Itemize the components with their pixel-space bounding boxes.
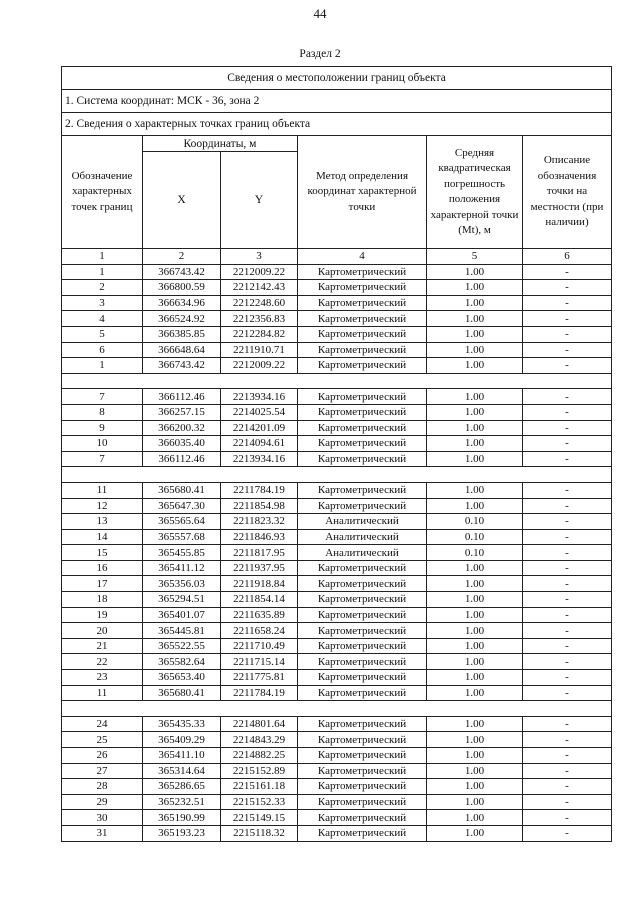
group-separator-cell xyxy=(62,701,612,717)
error-cell: 1.00 xyxy=(427,623,523,639)
table-row xyxy=(62,810,612,826)
point-id-cell: 21 xyxy=(62,638,143,654)
point-id-cell: 14 xyxy=(62,529,143,545)
x-coord-cell: 366743.42 xyxy=(143,358,221,374)
y-coord-cell: 2211635.89 xyxy=(221,607,298,623)
x-coord-cell: 366634.96 xyxy=(143,295,221,311)
method-cell: Картометрический xyxy=(298,794,427,810)
method-cell: Картометрический xyxy=(298,560,427,576)
error-cell: 1.00 xyxy=(427,576,523,592)
group-separator-row xyxy=(62,467,612,483)
y-coord-cell: 2214094.61 xyxy=(221,436,298,452)
error-cell: 0.10 xyxy=(427,514,523,530)
description-cell: - xyxy=(523,607,612,623)
x-coord-cell: 365680.41 xyxy=(143,482,221,498)
header-point: Обозначение характерных точек границ xyxy=(62,136,143,249)
method-cell: Картометрический xyxy=(298,280,427,296)
table-row xyxy=(62,295,612,311)
method-cell: Картометрический xyxy=(298,358,427,374)
column-number: 3 xyxy=(221,249,298,265)
error-cell: 1.00 xyxy=(427,638,523,654)
description-cell: - xyxy=(523,592,612,608)
table-row xyxy=(62,498,612,514)
table-row xyxy=(62,482,612,498)
header-coords: Координаты, м xyxy=(143,136,298,152)
error-cell: 0.10 xyxy=(427,529,523,545)
y-coord-cell: 2212284.82 xyxy=(221,326,298,342)
error-cell: 1.00 xyxy=(427,654,523,670)
description-cell: - xyxy=(523,779,612,795)
description-cell: - xyxy=(523,514,612,530)
method-cell: Картометрический xyxy=(298,654,427,670)
point-id-cell: 1 xyxy=(62,264,143,280)
y-coord-cell: 2212356.83 xyxy=(221,311,298,327)
header-method: Метод определения координат характерной точки xyxy=(298,136,427,249)
x-coord-cell: 366035.40 xyxy=(143,436,221,452)
x-coord-cell: 365356.03 xyxy=(143,576,221,592)
x-coord-cell: 365522.55 xyxy=(143,638,221,654)
y-coord-cell: 2214801.64 xyxy=(221,716,298,732)
x-coord-cell: 365401.07 xyxy=(143,607,221,623)
point-id-cell: 7 xyxy=(62,451,143,467)
description-cell: - xyxy=(523,264,612,280)
y-coord-cell: 2212009.22 xyxy=(221,358,298,374)
table-row xyxy=(62,607,612,623)
description-cell: - xyxy=(523,794,612,810)
method-cell: Картометрический xyxy=(298,420,427,436)
x-coord-cell: 365435.33 xyxy=(143,716,221,732)
description-cell: - xyxy=(523,825,612,841)
y-coord-cell: 2212009.22 xyxy=(221,264,298,280)
description-cell: - xyxy=(523,451,612,467)
point-id-cell: 7 xyxy=(62,389,143,405)
method-cell: Картометрический xyxy=(298,451,427,467)
x-coord-cell: 366524.92 xyxy=(143,311,221,327)
point-id-cell: 22 xyxy=(62,654,143,670)
x-coord-cell: 365286.65 xyxy=(143,779,221,795)
x-coord-cell: 365411.10 xyxy=(143,748,221,764)
point-id-cell: 15 xyxy=(62,545,143,561)
y-coord-cell: 2211854.98 xyxy=(221,498,298,514)
table-row xyxy=(62,311,612,327)
point-id-cell: 25 xyxy=(62,732,143,748)
x-coord-cell: 365190.99 xyxy=(143,810,221,826)
table-row xyxy=(62,779,612,795)
point-id-cell: 1 xyxy=(62,358,143,374)
group-separator-cell xyxy=(62,373,612,389)
table-row xyxy=(62,732,612,748)
table-row xyxy=(62,748,612,764)
header-description: Описание обозначения точки на местности (при наличии) xyxy=(523,136,612,249)
y-coord-cell: 2214201.09 xyxy=(221,420,298,436)
point-id-cell: 29 xyxy=(62,794,143,810)
table-row xyxy=(62,685,612,701)
method-cell: Картометрический xyxy=(298,685,427,701)
boundary-points-table xyxy=(61,66,612,842)
table-row xyxy=(62,592,612,608)
error-cell: 1.00 xyxy=(427,732,523,748)
y-coord-cell: 2211715.14 xyxy=(221,654,298,670)
x-coord-cell: 365653.40 xyxy=(143,670,221,686)
description-cell: - xyxy=(523,311,612,327)
description-cell: - xyxy=(523,748,612,764)
x-coord-cell: 365445.81 xyxy=(143,623,221,639)
table-row xyxy=(62,560,612,576)
error-cell: 1.00 xyxy=(427,716,523,732)
column-number: 1 xyxy=(62,249,143,265)
x-coord-cell: 365582.64 xyxy=(143,654,221,670)
table-row xyxy=(62,638,612,654)
y-coord-cell: 2211910.71 xyxy=(221,342,298,358)
table-row xyxy=(62,794,612,810)
point-id-cell: 11 xyxy=(62,685,143,701)
method-cell: Картометрический xyxy=(298,623,427,639)
point-id-cell: 9 xyxy=(62,420,143,436)
y-coord-cell: 2211775.81 xyxy=(221,670,298,686)
x-coord-cell: 365409.29 xyxy=(143,732,221,748)
x-coord-cell: 366648.64 xyxy=(143,342,221,358)
point-id-cell: 4 xyxy=(62,311,143,327)
x-coord-cell: 366257.15 xyxy=(143,404,221,420)
error-cell: 1.00 xyxy=(427,295,523,311)
y-coord-cell: 2215149.15 xyxy=(221,810,298,826)
description-cell: - xyxy=(523,342,612,358)
point-id-cell: 8 xyxy=(62,404,143,420)
error-cell: 1.00 xyxy=(427,810,523,826)
point-id-cell: 28 xyxy=(62,779,143,795)
x-coord-cell: 365232.51 xyxy=(143,794,221,810)
method-cell: Картометрический xyxy=(298,264,427,280)
table-row xyxy=(62,436,612,452)
table-row xyxy=(62,358,612,374)
y-coord-cell: 2211854.14 xyxy=(221,592,298,608)
x-coord-cell: 366112.46 xyxy=(143,451,221,467)
error-cell: 0.10 xyxy=(427,545,523,561)
error-cell: 1.00 xyxy=(427,560,523,576)
description-cell: - xyxy=(523,358,612,374)
method-cell: Картометрический xyxy=(298,326,427,342)
error-cell: 1.00 xyxy=(427,358,523,374)
point-id-cell: 23 xyxy=(62,670,143,686)
x-coord-cell: 365294.51 xyxy=(143,592,221,608)
header-error: Средняя квадратическая погрешность положения характерной точки (Mt), м xyxy=(427,136,523,249)
description-cell: - xyxy=(523,280,612,296)
error-cell: 1.00 xyxy=(427,607,523,623)
y-coord-cell: 2215161.18 xyxy=(221,779,298,795)
error-cell: 1.00 xyxy=(427,498,523,514)
point-id-cell: 27 xyxy=(62,763,143,779)
point-id-cell: 16 xyxy=(62,560,143,576)
table-row xyxy=(62,545,612,561)
x-coord-cell: 366385.85 xyxy=(143,326,221,342)
point-id-cell: 12 xyxy=(62,498,143,514)
method-cell: Картометрический xyxy=(298,670,427,686)
point-id-cell: 17 xyxy=(62,576,143,592)
error-cell: 1.00 xyxy=(427,685,523,701)
table-row xyxy=(62,404,612,420)
method-cell: Картометрический xyxy=(298,763,427,779)
method-cell: Картометрический xyxy=(298,810,427,826)
description-cell: - xyxy=(523,498,612,514)
table-row xyxy=(62,763,612,779)
error-cell: 1.00 xyxy=(427,436,523,452)
group-separator-cell xyxy=(62,467,612,483)
y-coord-cell: 2215152.33 xyxy=(221,794,298,810)
method-cell: Картометрический xyxy=(298,638,427,654)
point-id-cell: 6 xyxy=(62,342,143,358)
y-coord-cell: 2211918.84 xyxy=(221,576,298,592)
description-cell: - xyxy=(523,654,612,670)
error-cell: 1.00 xyxy=(427,326,523,342)
y-coord-cell: 2213934.16 xyxy=(221,451,298,467)
error-cell: 1.00 xyxy=(427,779,523,795)
error-cell: 1.00 xyxy=(427,482,523,498)
error-cell: 1.00 xyxy=(427,342,523,358)
method-cell: Картометрический xyxy=(298,482,427,498)
x-coord-cell: 365647.30 xyxy=(143,498,221,514)
y-coord-cell: 2211710.49 xyxy=(221,638,298,654)
y-coord-cell: 2214843.29 xyxy=(221,732,298,748)
table-row xyxy=(62,825,612,841)
point-id-cell: 26 xyxy=(62,748,143,764)
error-cell: 1.00 xyxy=(427,404,523,420)
column-number: 6 xyxy=(523,249,612,265)
header-y: Y xyxy=(221,152,298,249)
description-cell: - xyxy=(523,389,612,405)
group-separator-row xyxy=(62,701,612,717)
table-row xyxy=(62,420,612,436)
y-coord-cell: 2215152.89 xyxy=(221,763,298,779)
x-coord-cell: 365193.23 xyxy=(143,825,221,841)
method-cell: Картометрический xyxy=(298,607,427,623)
method-cell: Картометрический xyxy=(298,311,427,327)
x-coord-cell: 365565.64 xyxy=(143,514,221,530)
y-coord-cell: 2211846.93 xyxy=(221,529,298,545)
point-id-cell: 30 xyxy=(62,810,143,826)
method-cell: Картометрический xyxy=(298,436,427,452)
point-id-cell: 20 xyxy=(62,623,143,639)
description-cell: - xyxy=(523,545,612,561)
method-cell: Картометрический xyxy=(298,732,427,748)
method-cell: Картометрический xyxy=(298,592,427,608)
method-cell: Аналитический xyxy=(298,514,427,530)
point-id-cell: 19 xyxy=(62,607,143,623)
y-coord-cell: 2211823.32 xyxy=(221,514,298,530)
page-number: 44 xyxy=(313,6,327,21)
x-coord-cell: 366800.59 xyxy=(143,280,221,296)
error-cell: 1.00 xyxy=(427,763,523,779)
x-coord-cell: 366743.42 xyxy=(143,264,221,280)
method-cell: Аналитический xyxy=(298,529,427,545)
error-cell: 1.00 xyxy=(427,670,523,686)
table-row xyxy=(62,264,612,280)
column-number: 4 xyxy=(298,249,427,265)
point-id-cell: 10 xyxy=(62,436,143,452)
point-id-cell: 5 xyxy=(62,326,143,342)
subsection-title: 2. Сведения о характерных точках границ объекта xyxy=(62,113,612,136)
point-id-cell: 18 xyxy=(62,592,143,608)
y-coord-cell: 2211784.19 xyxy=(221,685,298,701)
error-cell: 1.00 xyxy=(427,264,523,280)
description-cell: - xyxy=(523,529,612,545)
error-cell: 1.00 xyxy=(427,311,523,327)
column-number: 2 xyxy=(143,249,221,265)
x-coord-cell: 365411.12 xyxy=(143,560,221,576)
table-row xyxy=(62,529,612,545)
error-cell: 1.00 xyxy=(427,389,523,405)
description-cell: - xyxy=(523,810,612,826)
y-coord-cell: 2211784.19 xyxy=(221,482,298,498)
method-cell: Картометрический xyxy=(298,748,427,764)
x-coord-cell: 365455.85 xyxy=(143,545,221,561)
column-number: 5 xyxy=(427,249,523,265)
point-id-cell: 24 xyxy=(62,716,143,732)
point-id-cell: 31 xyxy=(62,825,143,841)
table-row xyxy=(62,280,612,296)
y-coord-cell: 2214025.54 xyxy=(221,404,298,420)
method-cell: Картометрический xyxy=(298,716,427,732)
table-title: Сведения о местоположении границ объекта xyxy=(62,67,612,90)
x-coord-cell: 365557.68 xyxy=(143,529,221,545)
error-cell: 1.00 xyxy=(427,451,523,467)
method-cell: Картометрический xyxy=(298,342,427,358)
header-x: X xyxy=(143,152,221,249)
description-cell: - xyxy=(523,576,612,592)
table-row xyxy=(62,326,612,342)
table-row xyxy=(62,670,612,686)
point-id-cell: 13 xyxy=(62,514,143,530)
description-cell: - xyxy=(523,732,612,748)
description-cell: - xyxy=(523,436,612,452)
table-row xyxy=(62,389,612,405)
y-coord-cell: 2211937.95 xyxy=(221,560,298,576)
error-cell: 1.00 xyxy=(427,592,523,608)
x-coord-cell: 365680.41 xyxy=(143,685,221,701)
x-coord-cell: 365314.64 xyxy=(143,763,221,779)
error-cell: 1.00 xyxy=(427,825,523,841)
point-id-cell: 2 xyxy=(62,280,143,296)
error-cell: 1.00 xyxy=(427,280,523,296)
description-cell: - xyxy=(523,670,612,686)
y-coord-cell: 2212248.60 xyxy=(221,295,298,311)
error-cell: 1.00 xyxy=(427,420,523,436)
description-cell: - xyxy=(523,326,612,342)
description-cell: - xyxy=(523,623,612,639)
description-cell: - xyxy=(523,638,612,654)
method-cell: Картометрический xyxy=(298,404,427,420)
table-row xyxy=(62,623,612,639)
x-coord-cell: 366112.46 xyxy=(143,389,221,405)
method-cell: Картометрический xyxy=(298,389,427,405)
table-row xyxy=(62,716,612,732)
method-cell: Картометрический xyxy=(298,779,427,795)
method-cell: Картометрический xyxy=(298,825,427,841)
table-row xyxy=(62,576,612,592)
point-id-cell: 11 xyxy=(62,482,143,498)
table-row xyxy=(62,654,612,670)
description-cell: - xyxy=(523,685,612,701)
y-coord-cell: 2213934.16 xyxy=(221,389,298,405)
error-cell: 1.00 xyxy=(427,794,523,810)
description-cell: - xyxy=(523,420,612,436)
table-row xyxy=(62,514,612,530)
description-cell: - xyxy=(523,560,612,576)
point-id-cell: 3 xyxy=(62,295,143,311)
method-cell: Картометрический xyxy=(298,576,427,592)
description-cell: - xyxy=(523,482,612,498)
description-cell: - xyxy=(523,295,612,311)
x-coord-cell: 366200.32 xyxy=(143,420,221,436)
section-title: Раздел 2 xyxy=(299,48,341,60)
description-cell: - xyxy=(523,404,612,420)
y-coord-cell: 2215118.32 xyxy=(221,825,298,841)
coord-system-row: 1. Система координат: МСК - 36, зона 2 xyxy=(62,90,612,113)
table-row xyxy=(62,342,612,358)
y-coord-cell: 2211658.24 xyxy=(221,623,298,639)
table-row xyxy=(62,451,612,467)
description-cell: - xyxy=(523,716,612,732)
method-cell: Картометрический xyxy=(298,295,427,311)
column-number-row xyxy=(62,249,612,265)
group-separator-row xyxy=(62,373,612,389)
method-cell: Картометрический xyxy=(298,498,427,514)
method-cell: Аналитический xyxy=(298,545,427,561)
y-coord-cell: 2212142.43 xyxy=(221,280,298,296)
error-cell: 1.00 xyxy=(427,748,523,764)
y-coord-cell: 2214882.25 xyxy=(221,748,298,764)
y-coord-cell: 2211817.95 xyxy=(221,545,298,561)
description-cell: - xyxy=(523,763,612,779)
